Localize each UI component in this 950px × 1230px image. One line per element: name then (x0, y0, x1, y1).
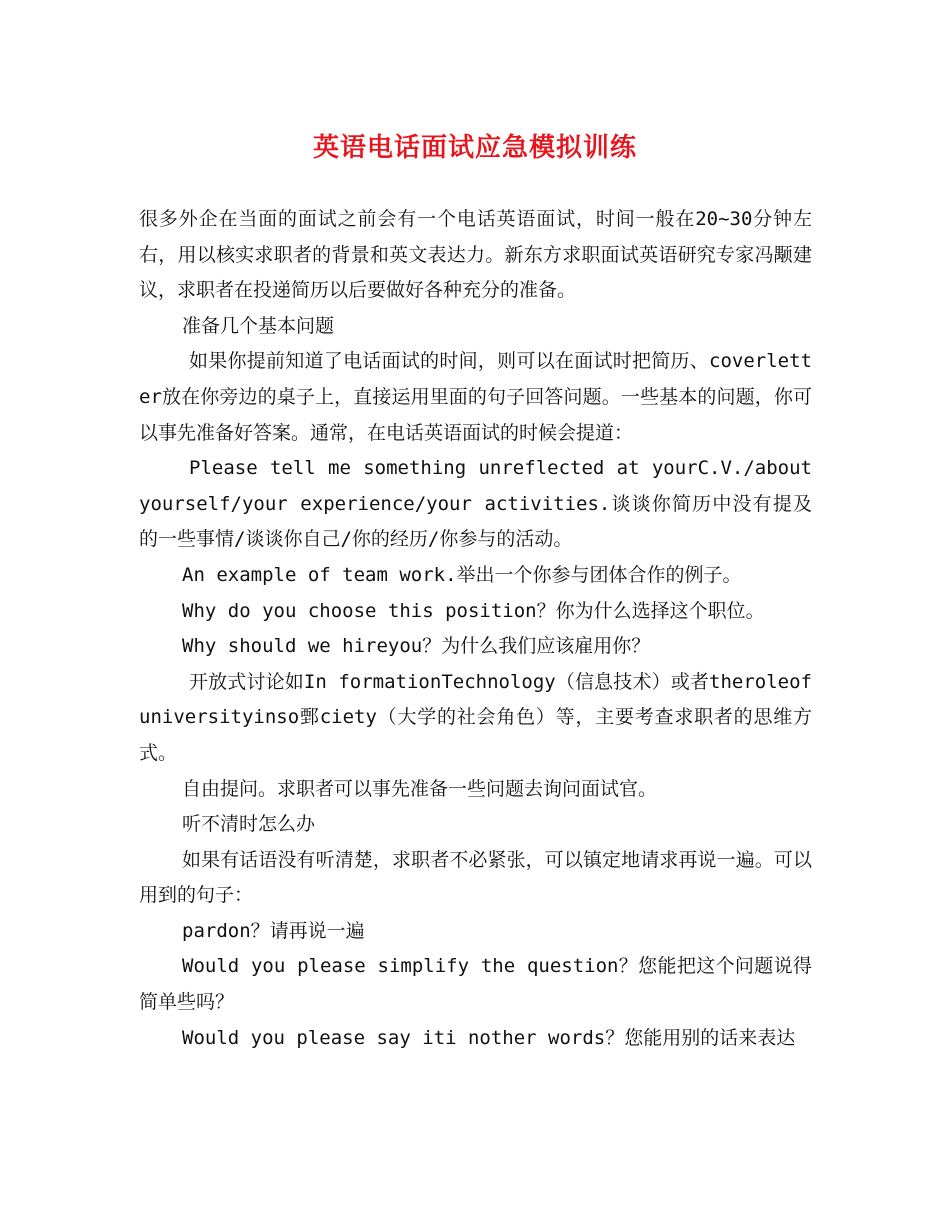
document-title: 英语电话面试应急模拟训练 (312, 133, 637, 163)
paragraph-question-cv: Please tell me something unreflected at yourC.V./about yourself/your experience/your activities.谈谈你简历中没有提及的一些事情/谈谈你自己/你的经历/你参与的活动。 (139, 457, 812, 551)
paragraph-pardon: pardon？请再说一遍 (182, 919, 365, 942)
paragraph-free-questions: 自由提问。求职者可以事先准备一些问题去询问面试官。 (182, 777, 658, 800)
paragraph-open-discussion: 开放式讨论如In formationTechnology（信息技术）或者theroleofuniversityinso鄄ciety（大学的社会角色）等，主要考查求职者的思维方式。 (139, 670, 812, 764)
paragraph-simplify: Would you please simplify the question？您能把这个问题说得简单些吗？ (139, 955, 812, 1014)
paragraph-other-words: Would you please say iti nother words？您能用别的话来表达 (182, 1026, 796, 1049)
document-body (139, 202, 812, 1056)
paragraph-unclear: 如果有话语没有听清楚，求职者不必紧张，可以镇定地请求再说一遍。可以用到的句子： (139, 848, 812, 907)
paragraph-intro: 很多外企在当面的面试之前会有一个电话英语面试，时间一般在20~30分钟左右，用以核实求职者的背景和英文表达力。新东方求职面试英语研究专家冯颙建议，求职者在投递简历以后要做好各种充分的准备。 (139, 208, 812, 302)
paragraph-question-hire: Why should we hireyou？为什么我们应该雇用你？ (182, 635, 651, 658)
paragraph-question-teamwork: An example of team work.举出一个你参与团体合作的例子。 (182, 563, 742, 586)
paragraph-prepare: 如果你提前知道了电话面试的时间，则可以在面试时把简历、coverletter放在你旁边的桌子上，直接运用里面的句子回答问题。一些基本的问题，你可以事先准备好答案。通常，在电话英语面试的时候会提道： (139, 350, 812, 444)
section-heading-unclear: 听不清时怎么办 (182, 813, 316, 836)
paragraph-question-position: Why do you choose this position？你为什么选择这个职位。 (182, 599, 765, 622)
section-heading-prepare: 准备几个基本问题 (182, 314, 335, 337)
